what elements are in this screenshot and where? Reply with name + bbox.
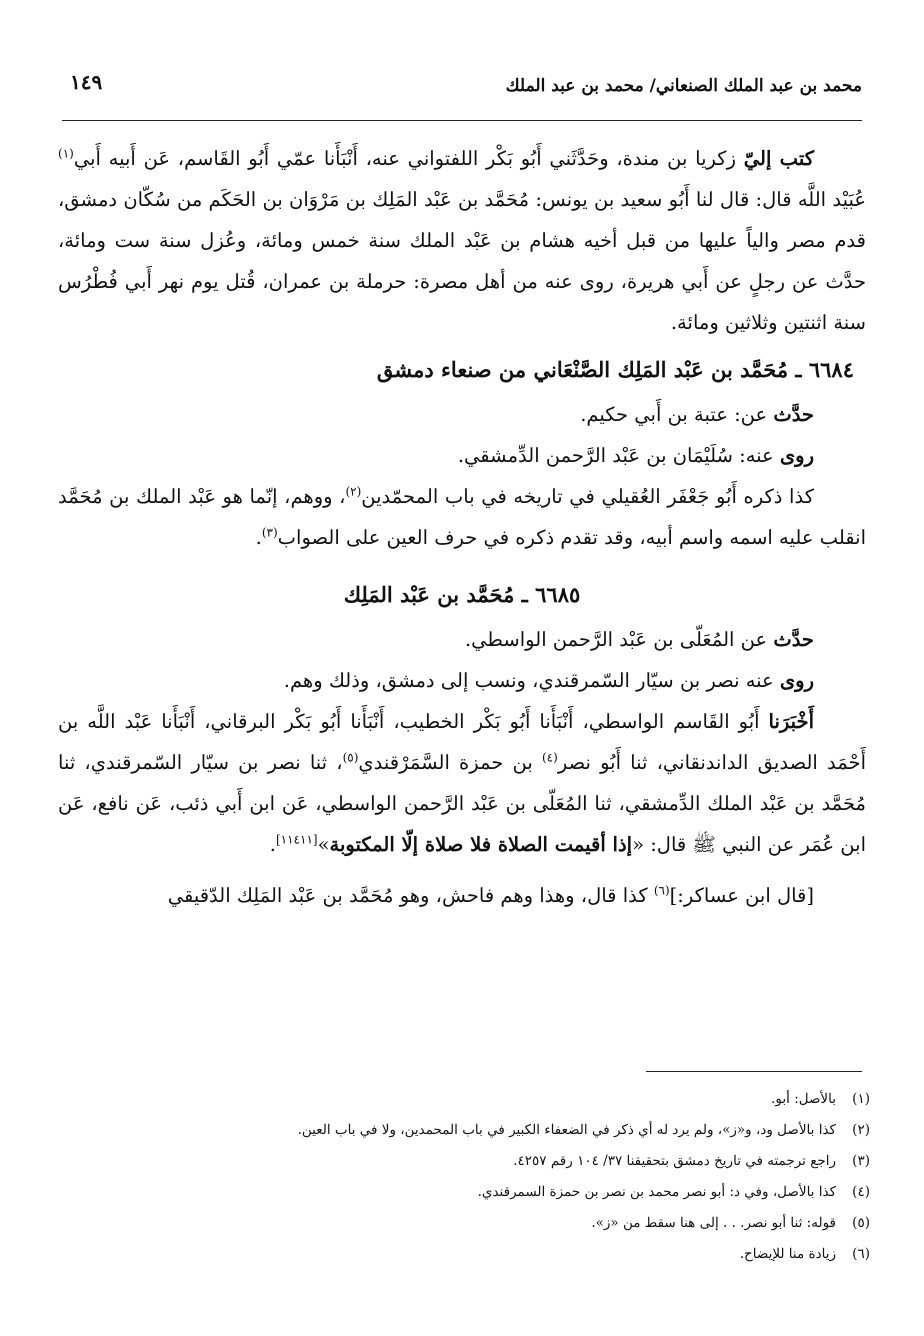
paragraph-text: كذا قال، وهذا وهم فاحش، وهو مُحَمَّد بن عَبْد المَلِك الدّقيقي: [167, 884, 654, 907]
narrated-from-line: [58, 394, 866, 435]
running-head: [62, 70, 862, 104]
narrated-by-text: عنه: سُلَيْمَان بن عَبْد الرَّحمن الدِّمشقي.: [457, 444, 780, 467]
hadith-text: إذا أقيمت الصلاة فلا صلاة إلّا المكتوبة: [329, 833, 633, 856]
footnote-divider: [646, 1071, 862, 1072]
footnote-ref-6[interactable]: (٦): [653, 883, 670, 898]
hadith-number: [١١٤١١]: [275, 832, 318, 847]
isnad-label: أَخْبَرَنا: [768, 710, 814, 733]
main-text: [58, 138, 866, 916]
footnote-ref-5[interactable]: (٥): [342, 750, 359, 765]
narrated-label: حدَّث: [773, 403, 814, 426]
footnote-ref-4[interactable]: (٤): [541, 750, 558, 765]
footnote-item: [58, 1208, 870, 1239]
paragraph-text: .: [269, 833, 276, 856]
paragraph-text: بن حمزة السَّمَرْقندي: [358, 751, 542, 774]
paragraph-3: [58, 701, 866, 865]
footnote-item: [58, 1146, 870, 1177]
narrated-text: عن المُعَلّى بن عَبْد الرَّحمن الواسطي.: [464, 628, 774, 651]
narrated-text: عن: عتبة بن أَبي حكيم.: [580, 403, 774, 426]
paragraph-4: [58, 875, 866, 916]
footnote-item: [58, 1115, 870, 1146]
spacer: [58, 558, 866, 568]
footnote-ref-2[interactable]: (٢): [345, 484, 362, 499]
paragraph-text: ، ووهم، إنّما هو عَبْد الملك بن مُحَمَّد انقلب عليه اسمه واسم أبيه، وقد تقدم ذكره في حرف العين على الصواب: [58, 485, 866, 549]
footnote-number: (٥): [852, 1215, 870, 1231]
footnote-text: قوله: ثنا أبو نصر. . . إلى هنا سقط من «ز».: [591, 1215, 836, 1231]
narrated-label: حدَّث: [773, 628, 814, 651]
footnote-number: (٦): [852, 1246, 870, 1262]
spacer: [58, 865, 866, 875]
narrated-by-label: روى: [779, 669, 814, 692]
footnote-item: [58, 1084, 870, 1115]
footnote-number: (٣): [852, 1153, 870, 1169]
footnote-text: كذا بالأصل، وفي د: أبو نصر محمد بن نصر بن حمزة السمرقندي.: [477, 1184, 836, 1200]
header-divider: [62, 120, 862, 121]
footnote-text: بالأصل: أبو.: [771, 1091, 836, 1107]
narrated-by-line: [58, 660, 866, 701]
footnote-number: (٢): [852, 1122, 870, 1138]
footnote-item: [58, 1177, 870, 1208]
footnote-number: (١): [852, 1091, 870, 1107]
narrated-by-label: روى: [779, 444, 814, 467]
paragraph-text: زكريا بن مندة، وحَدَّثَني أَبُو بَكْر اللفتواني عنه، أَنْبَأَنا عمّي أَبُو القَاسم، عَن أَبيه أَبي: [73, 147, 744, 170]
footnote-item: [58, 1239, 870, 1270]
paragraph-text: كذا ذكره أَبُو جَعْفَر العُقيلي في تاريخه في باب المحمّدين: [361, 485, 814, 508]
page-number: ١٤٩: [70, 70, 103, 94]
paragraph-2: [58, 476, 866, 558]
footnote-ref-1[interactable]: (١): [58, 146, 74, 161]
entry-heading-6684: ٦٦٨٤ ـ مُحَمَّد بن عَبْد المَلِك الصَّنْعَاني من صنعاء دمشق: [376, 357, 854, 382]
footnote-text: كذا بالأصل ود، و«ز»، ولم يرد له أي ذكر في الضعفاء الكبير في باب المحمدين، ولا في باب العين.: [297, 1122, 836, 1138]
entry-heading-6685: ٦٦٨٥ ـ مُحَمَّد بن عَبْد المَلِك: [343, 582, 581, 607]
footnote-ref-3[interactable]: (٣): [261, 525, 278, 540]
paragraph-1: [58, 138, 866, 343]
paragraph-text: [قال ابن عساكر:]: [669, 884, 814, 907]
opening-phrase: كتب إليّ: [743, 147, 814, 170]
paragraph-text: .: [255, 526, 262, 549]
footnote-number: (٤): [852, 1184, 870, 1200]
paragraph-text: عُبَيْد اللَّه قال: قال لنا أَبُو سعيد بن يونس: مُحَمَّد بن عَبْد المَلِك بن مَرْوَان بن الحَكَم من سُكّان دمشق، قدم مصر والياً عليها من قبل أخيه هشام بن عَبْد الملك سنة خمس ومائة، وعُزل سنة ست ومائة، حدَّث عن رجلٍ عن أَبي هريرة، روى عنه من أهل مصرة: حرملة بن عمران، قُتل يوم نهر أَبي فُطْرُس سنة اثنتين وثلاثين ومائة.: [58, 188, 866, 334]
narrated-by-line: [58, 435, 866, 476]
narrated-by-text: عنه نصر بن سيّار السّمرقندي، ونسب إلى دمشق، وذلك وهم.: [283, 669, 780, 692]
footnote-text: زيادة منا للإيضاح.: [739, 1246, 836, 1262]
footnotes: [58, 1084, 870, 1270]
paragraph-text: »: [317, 833, 330, 856]
paragraph-text: ، ثنا نصر بن سيّار السّمرقندي، ثنا مُحَمَّد بن عَبْد الملك الدِّمشقي، ثنا المُعَلّى بن عَبْد الرَّحمن الواسطي، عَن ابن أَبي ذئب، عَن نافع، عَن ابن عُمَر عن النبي ﷺ قال: «: [58, 751, 866, 856]
paragraph-text: أَبُو القَاسم الواسطي، أَنْبَأَنا أَبُو بَكْر الخطيب، أَنْبَأَنا أَبُو بَكْر البرقاني، أَنْبَأَنا عَبْد اللَّه بن أَحْمَد الصديق الداندنقاني، ثنا أَبُو نصر: [58, 710, 866, 774]
running-title: محمد بن عبد الملك الصنعاني/ محمد بن عبد الملك: [505, 76, 862, 96]
narrated-from-line: [58, 619, 866, 660]
footnote-text: راجع ترجمته في تاريخ دمشق بتحقيقنا ٣٧/ ١٠٤ رقم ٤٢٥٧.: [513, 1153, 836, 1169]
